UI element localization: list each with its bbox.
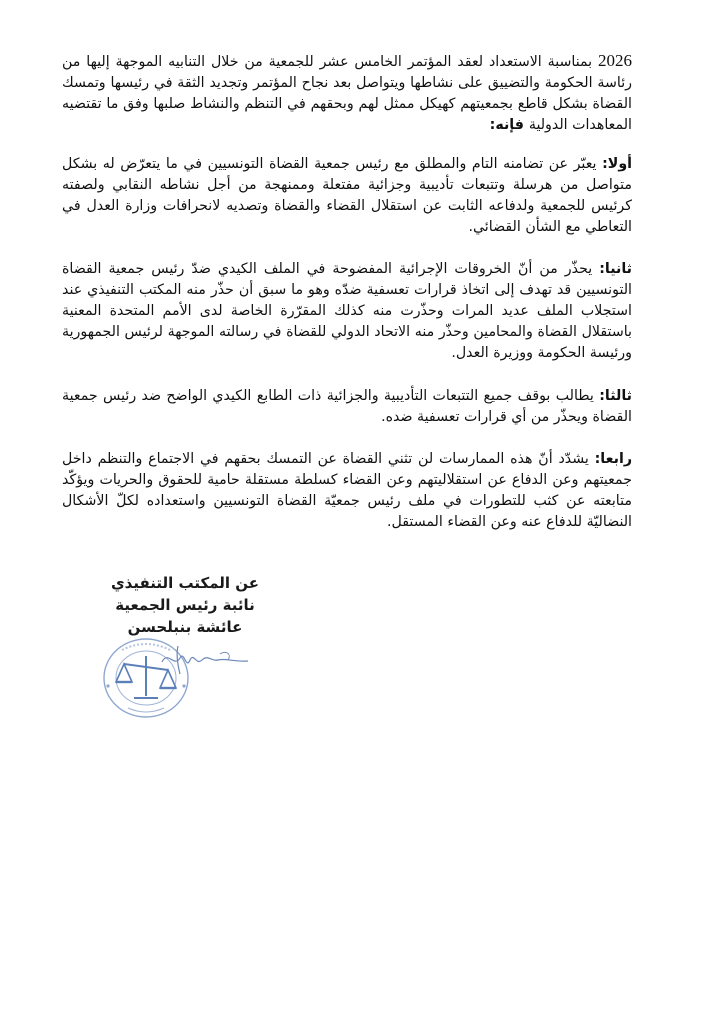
handwritten-signature-icon <box>160 640 250 680</box>
paragraph-heading: ثانيا: <box>599 261 632 277</box>
paragraph-third <box>62 386 632 428</box>
paragraph-first <box>62 154 632 238</box>
intro-paragraph <box>62 50 632 136</box>
paragraph-conclusion: فإنه: <box>489 117 529 133</box>
paragraph-heading: أولا: <box>602 156 632 172</box>
paragraph-text: يطالب بوقف جميع التتبعات التأديبية والجزائية ذات الطابع الكيدي الواضح ضد رئيس جمعية القضاة ويحذّر من أي قرارات تعسفية ضده. <box>62 388 632 425</box>
signature-block <box>90 572 280 638</box>
paragraph-fourth <box>62 449 632 533</box>
signatory-name: عائشة بنبلحسن <box>127 618 243 636</box>
paragraph-text: بمناسبة الاستعداد لعقد المؤتمر الخامس عشر للجمعية من خلال التنابيه الموجهة إليها من رئاسة الحكومة والتضييق على نشاطها ويتواصل بعد نجاح المؤتمر وتجديد الثقة في رئيسها وتمسك القضاة بشكل قاطع بجمعيتهم كهيكل ممثل لهم وبحقهم في التنظم والنشاط صلبها وفق ما تقتضيه المعاهدات الدولية <box>62 54 632 133</box>
paragraph-text: يشدّد أنّ هذه الممارسات لن تثني القضاة عن التمسك بحقهم في الاجتماع والتنظم داخل جمعيتهم وعن الدفاع عن استقلاليتهم وعن القضاء كسلطة مستقلة حامية للحقوق والحريات ويؤكّد متابعته عن كثب للتطورات في ملف رئيس جمعيّة القضاة التونسيين واستعداده لكلّ الأشكال النضاليّة للدفاع عنه وعن القضاء المستقل. <box>62 451 632 530</box>
paragraph-heading: ثالثا: <box>599 388 632 404</box>
paragraph-heading: رابعا: <box>594 451 632 467</box>
signatory-office: عن المكتب التنفيذي <box>110 574 260 592</box>
year-number: 2026 <box>598 51 632 70</box>
signatory-title: نائبة رئيس الجمعية <box>115 596 255 614</box>
paragraph-text: يعبّر عن تضامنه التام والمطلق مع رئيس جمعية القضاة التونسيين في ما يتعرّض له بشكل متواصل من هرسلة وتتبعات تأديبية وجزائية مفتعلة وممنهجة من أجل نشاطه النقابي ولصفته كرئيس للجمعية ولدفاعه الثابت عن استقلال القضاء والقضاة وتصديه لانحرافات وزارة العدل في التعاطي مع الشأن القضائي. <box>62 156 632 235</box>
paragraph-text: يحذّر من أنّ الخروقات الإجرائية المفضوحة في الملف الكيدي ضدّ رئيس جمعية القضاة التونسيين قد تهدف إلى اتخاذ قرارات تعسفية ضدّه وهو ما سبق أن حذّر منه المكتب التنفيذي عند استجلاب الملف عديد المرات وحذّرت منه كذلك المقرّرة الخاصة لدى الأمم المتحدة المعنية باستقلال القضاة والمحامين وحذّر منه الاتحاد الدولي للقضاة في رسالته الموجهة لرئيس الجمهورية ورئيسة الحكومة ووزيرة العدل. <box>62 261 632 361</box>
paragraph-second <box>62 259 632 364</box>
